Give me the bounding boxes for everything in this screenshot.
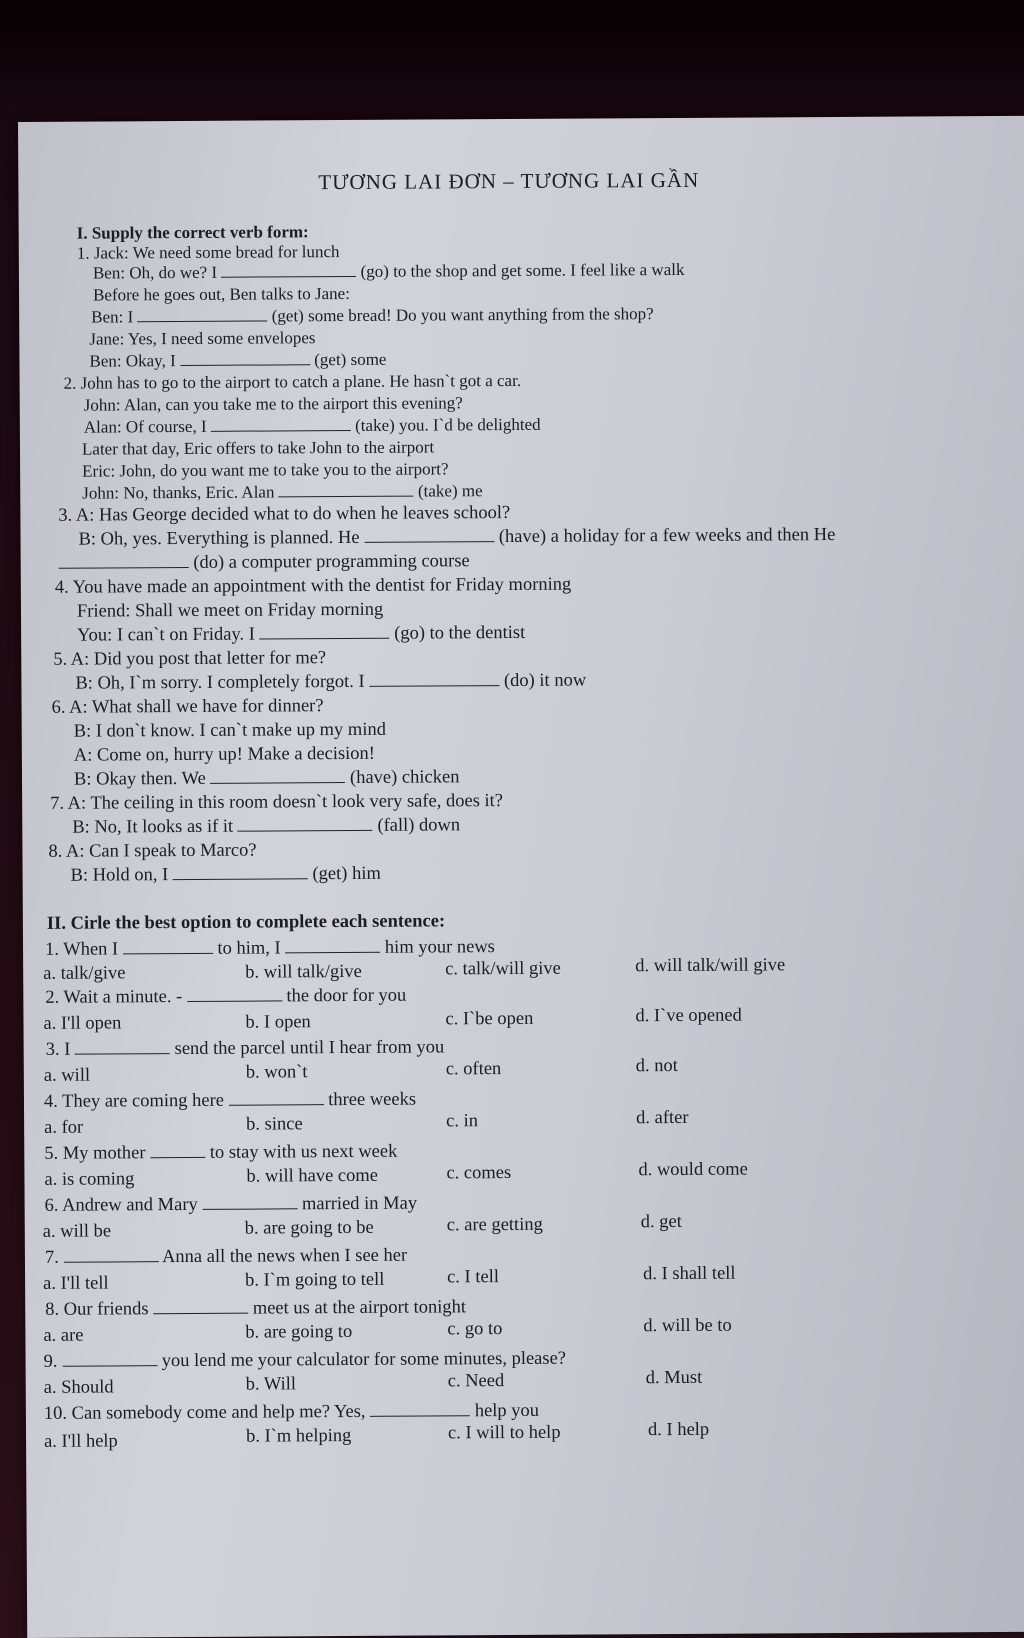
- answer-blank[interactable]: [62, 1351, 157, 1367]
- answer-blank[interactable]: [370, 1401, 470, 1417]
- mc-q10-option-c[interactable]: c. I will to help: [447, 1422, 561, 1444]
- q3-line1: 3. A: Has George decided what to do when he leaves school?: [58, 503, 511, 526]
- answer-blank[interactable]: [210, 768, 345, 784]
- answer-blank[interactable]: [259, 624, 389, 640]
- q1-line6: Ben: Okay, I (get) some: [89, 349, 387, 371]
- answer-blank[interactable]: [63, 1247, 158, 1263]
- q8-line1: 8. A: Can I speak to Marco?: [48, 840, 257, 862]
- section-2-heading: II. Cirle the best option to complete each sentence:: [46, 911, 446, 934]
- mc-q6-option-d[interactable]: d. get: [640, 1211, 682, 1233]
- q4-line3: You: I can`t on Friday. I (go) to the dentist: [77, 622, 526, 646]
- mc-q3-option-c[interactable]: c. often: [445, 1059, 502, 1080]
- q5-line2: B: Oh, I`m sorry. I completely forgot. I (do) it now: [75, 670, 587, 694]
- q2-line6: John: No, thanks, Eric. Alan (take) me: [82, 481, 483, 503]
- q1-line2: Ben: Oh, do we? I (go) to the shop and get some. I feel like a walk: [92, 259, 685, 283]
- answer-blank[interactable]: [364, 527, 494, 543]
- answer-blank[interactable]: [187, 986, 282, 1002]
- mc-q4-option-a[interactable]: a. for: [44, 1117, 84, 1138]
- mc-q9-option-a[interactable]: a. Should: [43, 1377, 114, 1398]
- q1-line4: Ben: I (get) some bread! Do you want anything from the shop?: [91, 304, 654, 327]
- mc-q10-option-a[interactable]: a. I'll help: [44, 1431, 118, 1452]
- mc-q4-option-d[interactable]: d. after: [636, 1107, 689, 1129]
- answer-blank[interactable]: [180, 350, 310, 366]
- mc-q7-option-c[interactable]: c. I tell: [447, 1267, 500, 1288]
- mc-q3-option-a[interactable]: a. will: [43, 1065, 91, 1086]
- q4-line2: Friend: Shall we meet on Friday morning: [76, 599, 384, 622]
- q3-line2: B: Oh, yes. Everything is planned. He (have) a holiday for a few weeks and then He: [78, 525, 836, 550]
- page-title: TƯƠNG LAI ĐƠN – TƯƠNG LAI GẦN: [318, 167, 700, 195]
- mc-q10-option-d[interactable]: d. I help: [647, 1419, 710, 1441]
- mc-q1-option-c[interactable]: c. talk/will give: [445, 958, 561, 980]
- mc-q6-stem: 6. Andrew and Mary married in May: [44, 1193, 418, 1216]
- mc-q10-option-b[interactable]: b. I`m helping: [245, 1425, 352, 1447]
- answer-blank[interactable]: [238, 816, 373, 832]
- q7-line2: B: No, It looks as if it (fall) down: [72, 815, 461, 838]
- answer-blank[interactable]: [153, 1299, 248, 1315]
- mc-q5-option-a[interactable]: a. is coming: [44, 1169, 135, 1190]
- mc-q4-option-c[interactable]: c. in: [446, 1111, 479, 1132]
- q8-line2: B: Hold on, I (get) him: [70, 863, 381, 886]
- section-1-heading: I. Supply the correct verb form:: [76, 222, 309, 243]
- q2-line2: John: Alan, can you take me to the airport this evening?: [83, 393, 463, 415]
- answer-blank[interactable]: [202, 1194, 297, 1210]
- mc-q8-option-a[interactable]: a. are: [43, 1325, 84, 1346]
- q2-line3: Alan: Of course, I (take) you. I`d be delighted: [83, 414, 541, 437]
- answer-blank[interactable]: [211, 416, 351, 432]
- answer-blank[interactable]: [75, 1039, 170, 1055]
- mc-q6-option-b[interactable]: b. are going to be: [244, 1217, 374, 1239]
- mc-q9-stem: 9. you lend me your calculator for some minutes, please?: [43, 1348, 567, 1372]
- mc-q7-option-b[interactable]: b. I`m going to tell: [245, 1269, 385, 1291]
- mc-q5-stem: 5. My mother to stay with us next week: [44, 1141, 398, 1164]
- mc-q9-option-c[interactable]: c. Need: [447, 1371, 505, 1392]
- mc-q8-option-b[interactable]: b. are going to: [245, 1321, 353, 1343]
- q1-line5: Jane: Yes, I need some envelopes: [89, 328, 316, 349]
- answer-blank[interactable]: [279, 482, 414, 498]
- mc-q8-option-d[interactable]: d. will be to: [643, 1315, 732, 1337]
- q2-line5: Eric: John, do you want me to take you to the airport?: [82, 459, 449, 481]
- q1-line1: 1. Jack: We need some bread for lunch: [76, 242, 340, 263]
- mc-q4-stem: 4. They are coming here three weeks: [43, 1089, 417, 1112]
- answer-blank[interactable]: [137, 306, 267, 322]
- mc-q7-stem: 7. Anna all the news when I see her: [44, 1245, 408, 1268]
- q1-line3: Before he goes out, Ben talks to Jane:: [93, 283, 350, 305]
- answer-blank[interactable]: [123, 939, 213, 955]
- answer-blank[interactable]: [59, 553, 189, 569]
- mc-q2-option-b[interactable]: b. I open: [245, 1012, 311, 1033]
- answer-blank[interactable]: [150, 1143, 205, 1158]
- mc-q8-option-c[interactable]: c. go to: [447, 1319, 503, 1340]
- mc-q10-stem: 10. Can somebody come and help me? Yes, help you: [43, 1400, 540, 1424]
- mc-q2-stem: 2. Wait a minute. - the door for you: [45, 985, 407, 1008]
- q4-line1: 4. You have made an appointment with the dentist for Friday morning: [54, 574, 572, 598]
- mc-q3-option-b[interactable]: b. won`t: [245, 1062, 308, 1083]
- mc-q1-stem: 1. When I to him, I him your news: [44, 937, 495, 960]
- mc-q1-option-d[interactable]: d. will talk/will give: [635, 955, 786, 977]
- mc-q8-stem: 8. Our friends meet us at the airport tonight: [45, 1297, 467, 1320]
- q7-line1: 7. A: The ceiling in this room doesn`t look very safe, does it?: [50, 791, 504, 814]
- answer-blank[interactable]: [369, 671, 499, 687]
- mc-q6-option-a[interactable]: a. will be: [42, 1221, 112, 1242]
- mc-q5-option-d[interactable]: d. would come: [638, 1159, 748, 1181]
- mc-q1-option-a[interactable]: a. talk/give: [43, 963, 126, 984]
- worksheet-paper: [18, 116, 1024, 1638]
- mc-q5-option-b[interactable]: b. will have come: [246, 1165, 379, 1187]
- q2-line4: Later that day, Eric offers to take John to the airport: [81, 437, 435, 459]
- answer-blank[interactable]: [285, 938, 380, 954]
- mc-q9-option-d[interactable]: d. Must: [645, 1367, 703, 1389]
- q5-line1: 5. A: Did you post that letter for me?: [53, 648, 327, 670]
- mc-q2-option-a[interactable]: a. I'll open: [43, 1013, 122, 1034]
- q6-line1: 6. A: What shall we have for dinner?: [51, 696, 324, 718]
- mc-q9-option-b[interactable]: b. Will: [245, 1374, 297, 1395]
- mc-q1-option-b[interactable]: b. will talk/give: [245, 961, 362, 983]
- mc-q7-option-d[interactable]: d. I shall tell: [642, 1263, 736, 1285]
- answer-blank[interactable]: [229, 1090, 324, 1106]
- q3-line3: (do) a computer programming course: [59, 551, 470, 575]
- answer-blank[interactable]: [221, 262, 356, 278]
- mc-q2-option-c[interactable]: c. I`be open: [445, 1008, 534, 1030]
- mc-q4-option-b[interactable]: b. since: [246, 1114, 303, 1135]
- q6-line4: B: Okay then. We (have) chicken: [73, 767, 460, 790]
- mc-q3-stem: 3. I send the parcel until I hear from you: [45, 1037, 445, 1060]
- q6-line2: B: I don`t know. I can`t make up my mind: [73, 719, 386, 742]
- mc-q6-option-c[interactable]: c. are getting: [446, 1214, 543, 1236]
- mc-q7-option-a[interactable]: a. I'll tell: [43, 1273, 109, 1294]
- mc-q3-option-d[interactable]: d. not: [635, 1055, 678, 1077]
- mc-q2-option-d[interactable]: d. I`ve opened: [635, 1005, 742, 1027]
- q6-line3: A: Come on, hurry up! Make a decision!: [73, 743, 376, 766]
- mc-q5-option-c[interactable]: c. comes: [446, 1163, 512, 1184]
- answer-blank[interactable]: [173, 864, 308, 880]
- q2-line1: 2. John has to go to the airport to catch a plane. He hasn`t got a car.: [63, 370, 522, 393]
